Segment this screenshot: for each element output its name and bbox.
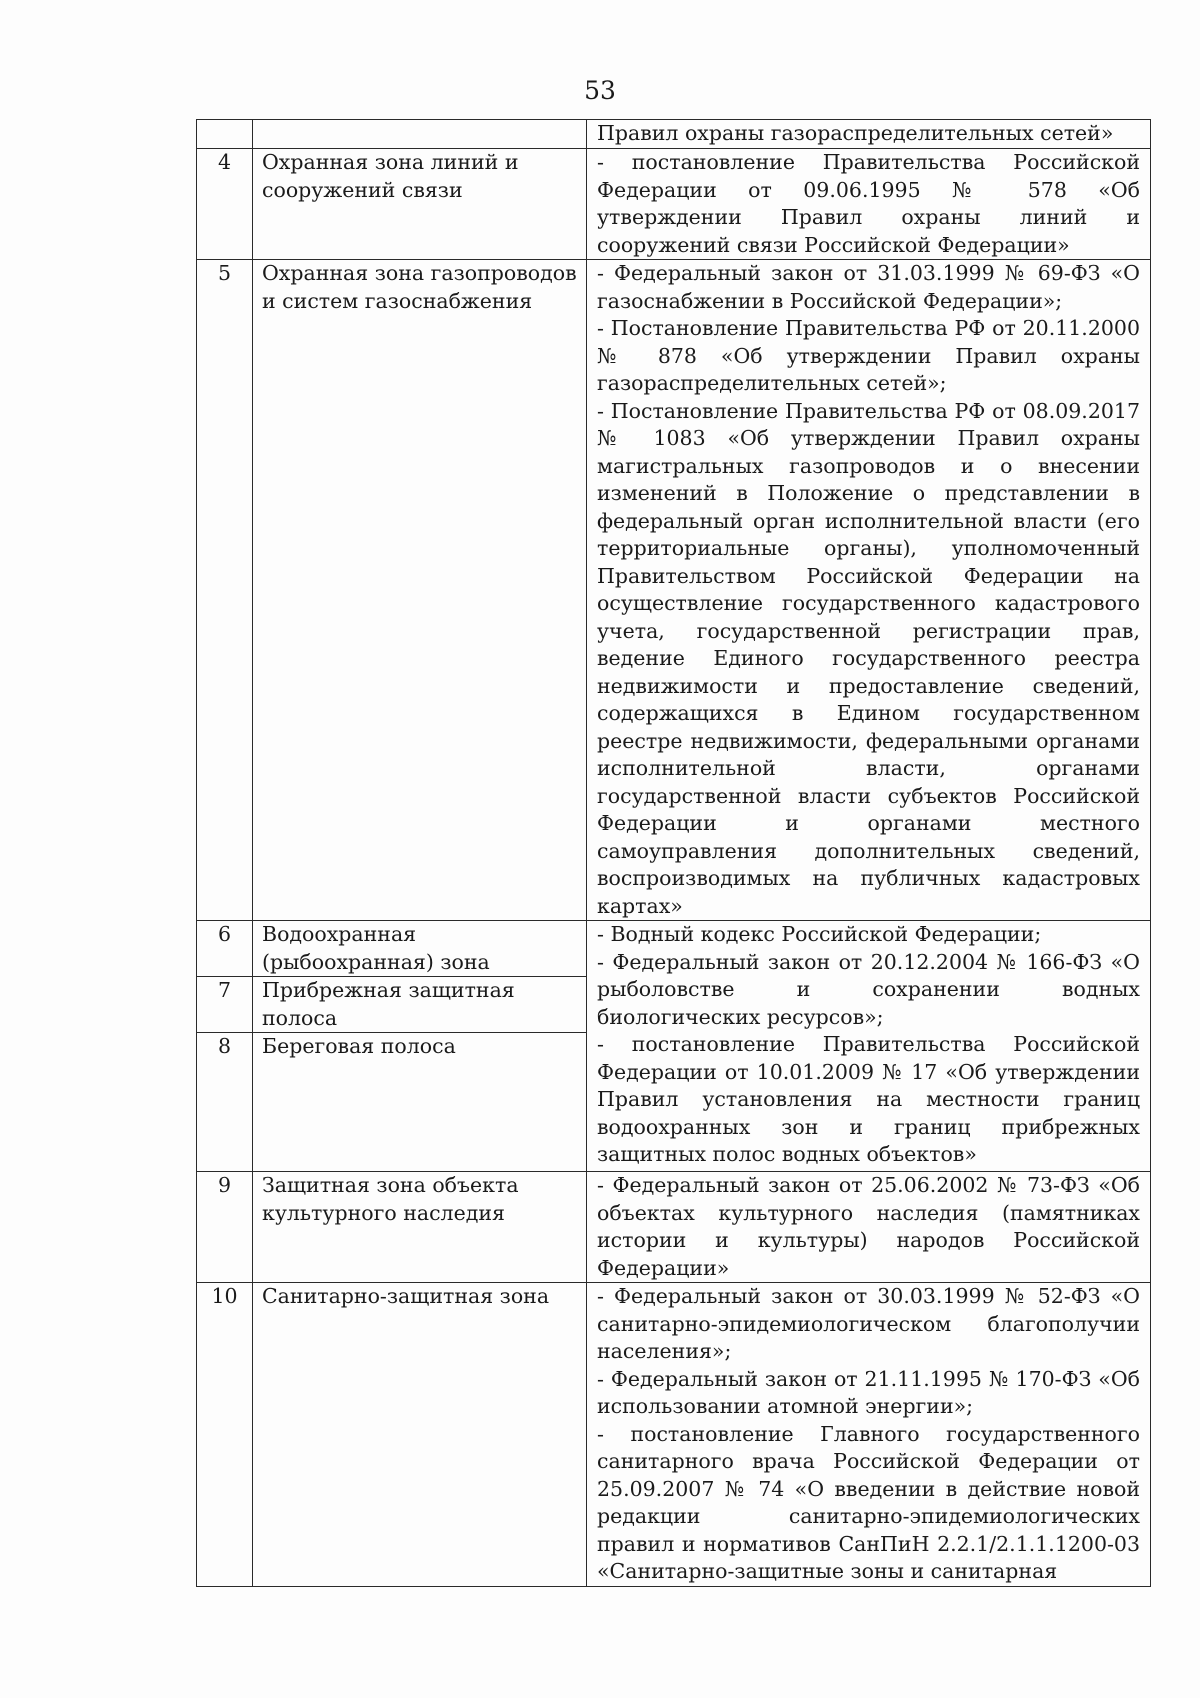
row-number: 9 [197, 1172, 253, 1283]
legal-reference: - Федеральный закон от 21.11.1995 № 170-ФЗ «Об использовании атомной энергии»; [597, 1366, 1140, 1418]
zone-name: Охранная зона газопроводов и систем газоснабжения [253, 260, 587, 921]
legal-reference: - постановление Правительства Российской Федерации от 09.06.1995 № 578 «Об утверждении Правил охраны линий и сооружений связи Российской Федерации» [597, 150, 1140, 257]
table-row-4 [197, 149, 1151, 260]
legal-reference: - Федеральный закон от 25.06.2002 № 73-ФЗ «Об объектах культурного наследия (памятниках истории и культуры) народов Российской Федерации» [597, 1173, 1140, 1280]
legal-reference: - постановление Главного государственного санитарного врача Российской Федерации от 25.09.2007 № 74 «О введении в действие новой редакции санитарно-эпидемиологических правил и нормативов СанПиН 2.2.1/2.1.1.1200-03 «Санитарно-защитные зоны и санитарная [597, 1421, 1140, 1583]
row-number: 8 [197, 1033, 253, 1172]
legal-reference: - Постановление Правительства РФ от 20.11.2000 № 878 «Об утверждении Правил охраны газораспределительных сетей»; [597, 316, 1140, 395]
docs-cell [587, 1172, 1151, 1283]
zone-name: Береговая полоса [253, 1033, 587, 1172]
zone-name: Водоохранная (рыбоохранная) зона [253, 921, 587, 977]
page-number: 53 [584, 76, 616, 105]
legal-reference: - Федеральный закон от 31.03.1999 № 69-ФЗ «О газоснабжении в Российской Федерации»; [597, 261, 1140, 313]
row-number: 5 [197, 260, 253, 921]
zone-name: Прибрежная защитная полоса [253, 977, 587, 1033]
docs-cell [587, 149, 1151, 260]
table-row-continuation [197, 120, 1151, 149]
table-row-6 [197, 921, 1151, 977]
row-number-cell [197, 120, 253, 149]
table-row-10 [197, 1283, 1151, 1587]
legal-reference: - Постановление Правительства РФ от 08.09.2017 № 1083 «Об утверждении Правил охраны магистральных газопроводов и о внесении изменений в Положение о представлении в федеральный орган исполнительной власти (его территориальные органы), уполномоченный Правительством Российской Федерации на осуществление государственного кадастрового учета, государственной регистрации прав, ведение Единого государственного реестра недвижимости и предоставление сведений, содержащихся в Едином государственном реестре недвижимости, федеральными органами исполнительной власти, органами государственной власти субъектов Российской Федерации и органами местного самоуправления дополнительных сведений, воспроизводимых на публичных кадастровых картах» [597, 398, 1140, 918]
docs-cell [587, 1283, 1151, 1587]
legal-reference: - Федеральный закон от 20.12.2004 № 166-ФЗ «О рыболовстве и сохранении водных биологических ресурсов»; [597, 949, 1140, 1029]
zone-cell [253, 120, 587, 149]
zone-name: Санитарно-защитная зона [253, 1283, 587, 1587]
row-number: 7 [197, 977, 253, 1033]
docs-cell [587, 120, 1151, 149]
docs-cell-water-zones [587, 921, 1151, 1172]
table-row-9 [197, 1172, 1151, 1283]
row-number: 6 [197, 921, 253, 977]
legal-basis-table [196, 119, 1151, 1587]
docs-cell [587, 260, 1151, 921]
table-row-5 [197, 260, 1151, 921]
row-number: 4 [197, 149, 253, 260]
legal-reference: - Федеральный закон от 30.03.1999 № 52-ФЗ «О санитарно-эпидемиологическом благополучии населения»; [597, 1284, 1140, 1363]
continuation-text: Правил охраны газораспределительных сетей» [597, 121, 1114, 145]
legal-reference: - постановление Правительства Российской Федерации от 10.01.2009 № 17 «Об утверждении Правил установления на местности границ водоохранных зон и границ прибрежных защитных полос водных объектов» [597, 1032, 1140, 1166]
row-number: 10 [197, 1283, 253, 1587]
zone-name: Охранная зона линий и сооружений связи [253, 149, 587, 260]
legal-reference: - Водный кодекс Российской Федерации; [597, 922, 1042, 946]
zone-name: Защитная зона объекта культурного наследия [253, 1172, 587, 1283]
